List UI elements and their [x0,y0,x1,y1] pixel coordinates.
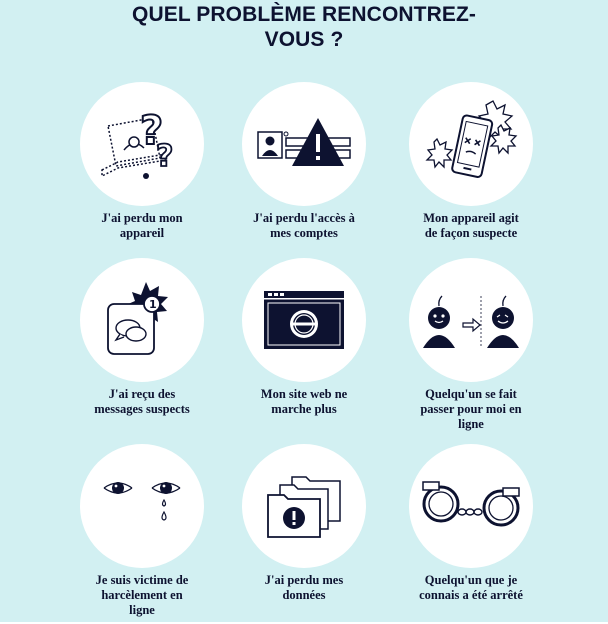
label-line: marche plus [271,402,337,416]
page-title-line-1: QUEL PROBLÈME RENCONTREZ- [132,3,476,26]
svg-text:?: ? [140,108,164,154]
option-arrest[interactable] [386,444,556,603]
option-icon-circle [242,444,366,568]
option-label [386,573,556,603]
label-line: Quelqu'un se fait [425,387,517,401]
label-line: Mon appareil agit [423,211,519,225]
label-line: de façon suspecte [424,226,518,240]
option-label [386,211,556,241]
label-line: ligne [129,603,155,617]
option-label [57,573,227,618]
label-line: appareil [119,226,165,240]
option-impersonation[interactable] [386,258,556,432]
option-label [219,387,389,417]
label-line: harcèlement en [101,588,183,602]
lost-data-icon [262,473,346,539]
label-line: ligne [458,417,484,431]
label-line: passer pour moi en [420,402,522,416]
label-line: Je suis victime de [95,573,189,587]
lost-account-access-icon [254,114,354,174]
label-line: mes comptes [270,226,338,240]
svg-text:1: 1 [149,298,157,311]
option-icon-circle [80,258,204,382]
suspicious-messages-icon [102,280,182,360]
option-label [57,211,227,241]
option-label [219,211,389,241]
option-lost-data[interactable] [219,444,389,603]
label-line: J'ai perdu mon [101,211,183,225]
option-icon-circle [409,444,533,568]
page-title-line-2: VOUS ? [264,28,344,51]
option-icon-circle [242,258,366,382]
option-icon-circle [409,258,533,382]
handcuffs-icon [419,478,523,534]
option-icon-circle [242,82,366,206]
impersonation-icon [419,290,523,350]
option-broken-website[interactable] [219,258,389,417]
label-line: J'ai perdu mes [264,573,344,587]
option-lost-account-access[interactable] [219,82,389,241]
option-icon-circle [80,82,204,206]
label-line: Mon site web ne [260,387,348,401]
option-icon-circle [80,444,204,568]
svg-text:?: ? [156,139,174,174]
option-label [219,573,389,603]
option-lost-device[interactable] [57,82,227,241]
lost-device-icon [94,104,190,184]
broken-website-icon [262,289,346,351]
option-suspicious-device[interactable] [386,82,556,241]
page-title [104,2,504,52]
option-label [386,387,556,432]
label-line: J'ai reçu des [108,387,176,401]
label-line: données [282,588,326,602]
label-line: connais a été arrêté [419,588,523,602]
label-line: J'ai perdu l'accès à [253,211,355,225]
suspicious-device-icon [421,99,521,189]
option-label [57,387,227,417]
option-harassment[interactable] [57,444,227,618]
option-suspicious-messages[interactable] [57,258,227,417]
label-line: Quelqu'un que je [424,573,518,587]
option-icon-circle [409,82,533,206]
crying-eyes-icon [100,478,184,534]
label-line: messages suspects [94,402,190,416]
